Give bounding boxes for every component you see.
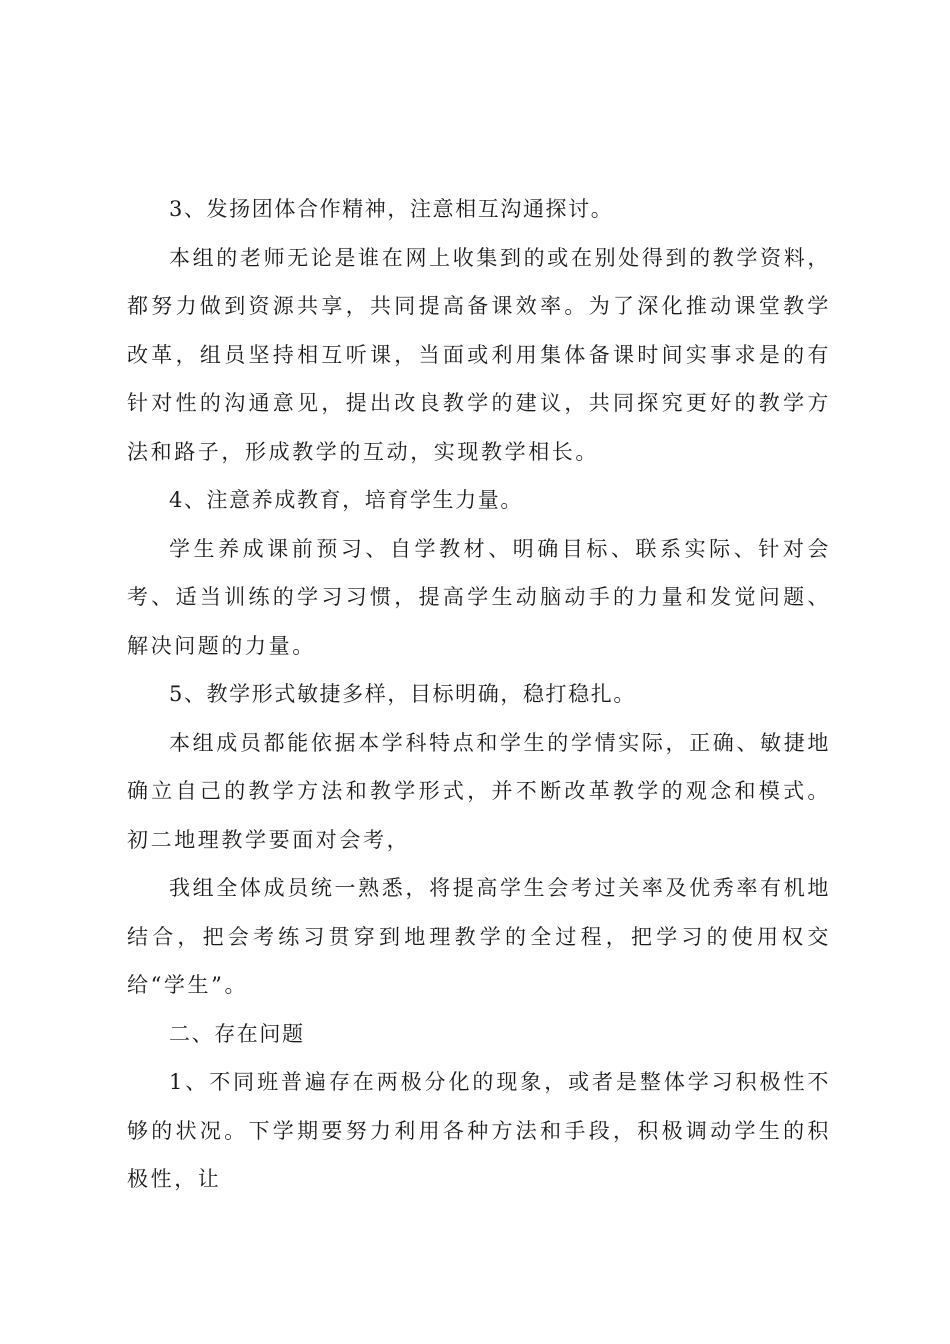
- section-heading-team-cooperation: 3、发扬团体合作精神，注意相互沟通探讨。: [169, 197, 614, 221]
- paragraph-exam-practice: 我组全体成员统一熟悉，将提高学生会考过关率及优秀率有机地结合，把会考练习贯穿到地理教学的全过程，把学习的使用权交给“学生”。: [127, 876, 831, 997]
- section-heading-habit-education: 4、注意养成教育，培育学生力量。: [169, 488, 523, 512]
- document-body: [127, 185, 831, 1204]
- paragraph-resource-sharing: 本组的老师无论是谁在网上收集到的或在别处得到的教学资料，都努力做到资源共享，共同提高备课效率。为了深化推动课堂教学改革，组员坚持相互听课，当面或利用集体备课时间实事求是的有针对性的沟通意见，提出改良教学的建议，共同探究更好的教学方法和路子，形成教学的互动，实现教学相长。: [127, 245, 831, 464]
- paragraph-teaching-methods: 本组成员都能依据本学科特点和学生的学情实际，正确、敏捷地确立自己的教学方法和教学形式，并不断改革教学的观念和模式。初二地理教学要面对会考，: [127, 730, 831, 852]
- section-heading-existing-problems: 二、存在问题: [169, 1021, 305, 1046]
- paragraph-study-habits: 学生养成课前预习、自学教材、明确目标、联系实际、针对会考、适当训练的学习习惯，提高学生动脑动手的力量和发觉问题、解决问题的力量。: [127, 536, 831, 658]
- paragraph-polarization-issue: 1、不同班普遍存在两极分化的现象，或者是整体学习积极性不够的状况。下学期要努力利用各种方法和手段，积极调动学生的积极性，让: [127, 1070, 831, 1191]
- section-heading-teaching-forms: 5、教学形式敏捷多样，目标明确，稳打稳扎。: [169, 682, 636, 706]
